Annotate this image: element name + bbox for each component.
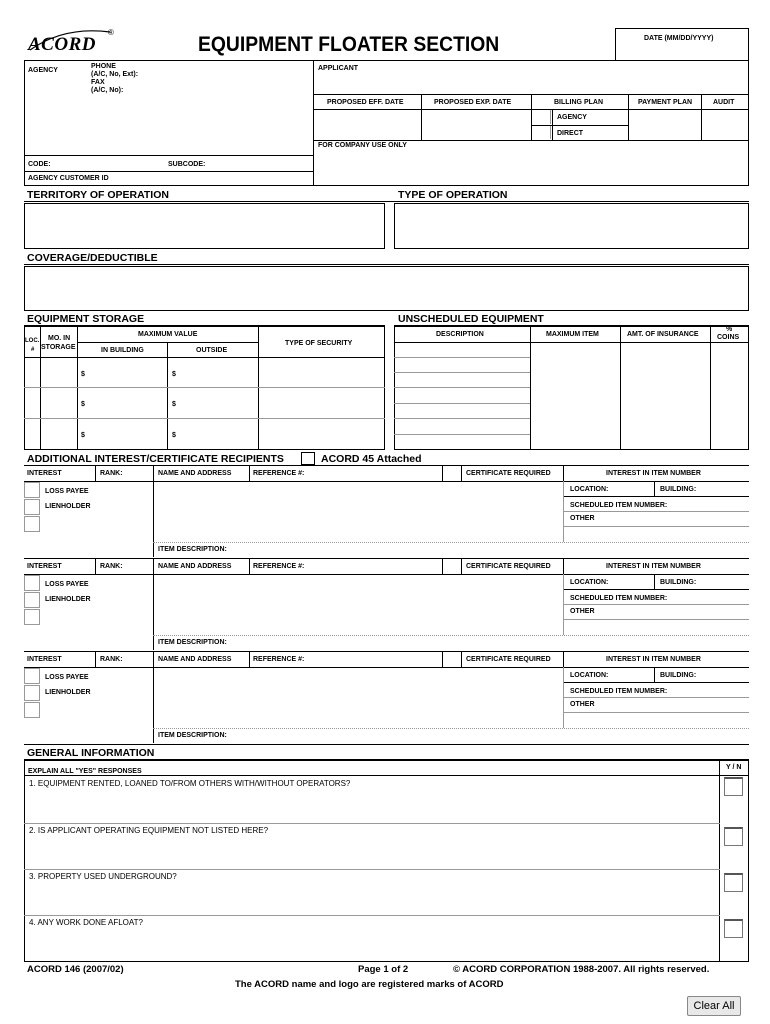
- mo-in-label: MO. IN: [48, 335, 71, 342]
- in-building-label: IN BUILDING: [101, 347, 144, 354]
- payment-plan-label: PAYMENT PLAN: [638, 99, 693, 106]
- percent-label: %: [726, 326, 733, 333]
- name-address-label: NAME AND ADDRESS: [158, 656, 232, 663]
- subcode-label: SUBCODE:: [168, 161, 206, 168]
- loss-payee-label: LOSS PAYEE: [45, 488, 89, 495]
- question-3-yn-box[interactable]: [724, 873, 743, 892]
- amount-of-insurance-label: AMT. OF INSURANCE: [627, 331, 699, 338]
- general-info-box: [24, 760, 749, 962]
- item-description-label: ITEM DESCRIPTION:: [158, 639, 227, 646]
- interest-block: [24, 652, 749, 743]
- loc-number-label: #: [31, 347, 35, 353]
- lienholder-checkbox[interactable]: [24, 592, 40, 608]
- agency-label: AGENCY: [28, 67, 58, 74]
- eff-date-label: PROPOSED EFF. DATE: [327, 99, 404, 106]
- billing-agency-label: AGENCY: [557, 114, 587, 121]
- billing-agency-checkbox[interactable]: [532, 110, 551, 124]
- audit-label: AUDIT: [713, 99, 735, 106]
- interest-label: INTEREST: [27, 656, 62, 663]
- type-of-operation-field[interactable]: [394, 203, 749, 249]
- certificate-required-label: CERTIFICATE REQUIRED: [466, 563, 551, 570]
- storage-heading: EQUIPMENT STORAGE: [27, 313, 145, 325]
- copyright: © ACORD CORPORATION 1988-2007. All rights reserved.: [453, 964, 710, 975]
- company-use-label: FOR COMPANY USE ONLY: [318, 142, 407, 149]
- acord45-label: ACORD 45 Attached: [321, 453, 422, 465]
- agency-customer-id-label: AGENCY CUSTOMER ID: [28, 175, 109, 182]
- lienholder-checkbox[interactable]: [24, 685, 40, 701]
- clear-all-button[interactable]: Clear All: [687, 996, 741, 1016]
- type-of-security-label: TYPE OF SECURITY: [285, 340, 353, 347]
- other-label: OTHER: [570, 608, 595, 615]
- name-address-label: NAME AND ADDRESS: [158, 563, 232, 570]
- acord-logo: [24, 26, 116, 56]
- location-label: LOCATION:: [570, 672, 609, 679]
- unscheduled-table: [394, 326, 749, 450]
- rank-label: RANK:: [100, 470, 123, 477]
- general-info-heading: GENERAL INFORMATION: [27, 747, 155, 759]
- type-of-operation-heading: TYPE OF OPERATION: [398, 189, 508, 201]
- scheduled-item-label: SCHEDULED ITEM NUMBER:: [570, 502, 668, 509]
- item-description-label: ITEM DESCRIPTION:: [158, 546, 227, 553]
- date-label: DATE (MM/DD/YYYY): [644, 35, 714, 42]
- max-value-label: MAXIMUM VALUE: [138, 331, 198, 338]
- loc-label: LOC.: [25, 338, 40, 344]
- lienholder-checkbox[interactable]: [24, 499, 40, 515]
- lienholder-label: LIENHOLDER: [45, 596, 91, 603]
- yes-no-label: Y / N: [726, 764, 742, 771]
- form-id: ACORD 146 (2007/02): [27, 964, 124, 975]
- territory-field[interactable]: [24, 203, 385, 249]
- other-interest-checkbox[interactable]: [24, 609, 40, 625]
- loss-payee-checkbox[interactable]: [24, 482, 40, 498]
- interest-in-item-label: INTEREST IN ITEM NUMBER: [606, 656, 701, 663]
- acord45-checkbox[interactable]: [301, 452, 315, 465]
- coverage-heading: COVERAGE/DEDUCTIBLE: [27, 252, 158, 264]
- question-2: 2. IS APPLICANT OPERATING EQUIPMENT NOT LISTED HERE?: [29, 826, 269, 835]
- dollar-sign: $: [81, 401, 85, 408]
- dollar-sign: $: [172, 371, 176, 378]
- phone-label: PHONE: [91, 63, 116, 70]
- certificate-required-label: CERTIFICATE REQUIRED: [466, 470, 551, 477]
- interest-in-item-label: INTEREST IN ITEM NUMBER: [606, 563, 701, 570]
- lienholder-label: LIENHOLDER: [45, 689, 91, 696]
- description-label: DESCRIPTION: [436, 331, 484, 338]
- interest-block: [24, 466, 749, 557]
- other-label: OTHER: [570, 515, 595, 522]
- question-1-yn-box[interactable]: [724, 777, 743, 796]
- other-label: OTHER: [570, 701, 595, 708]
- page-number: Page 1 of 2: [358, 964, 409, 975]
- logo-registered-mark: ®: [108, 28, 114, 37]
- item-description-label: ITEM DESCRIPTION:: [158, 732, 227, 739]
- applicant-label: APPLICANT: [318, 65, 359, 72]
- question-4-yn-box[interactable]: [724, 919, 743, 938]
- logo-text: ACORD: [28, 34, 96, 55]
- explain-yes-label: EXPLAIN ALL "YES" RESPONSES: [28, 768, 142, 775]
- scheduled-item-label: SCHEDULED ITEM NUMBER:: [570, 688, 668, 695]
- reference-label: REFERENCE #:: [253, 563, 305, 570]
- question-1: 1. EQUIPMENT RENTED, LOANED TO/FROM OTHERS WITH/WITHOUT OPERATORS?: [29, 779, 351, 788]
- territory-heading: TERRITORY OF OPERATION: [27, 189, 169, 201]
- question-3: 3. PROPERTY USED UNDERGROUND?: [29, 872, 177, 881]
- date-box[interactable]: [615, 28, 749, 61]
- billing-plan-label: BILLING PLAN: [554, 99, 603, 106]
- fax-label: FAX: [91, 79, 105, 86]
- additional-interest-heading: ADDITIONAL INTEREST/CERTIFICATE RECIPIENTS: [27, 453, 284, 465]
- loss-payee-label: LOSS PAYEE: [45, 674, 89, 681]
- question-4: 4. ANY WORK DONE AFLOAT?: [29, 918, 143, 927]
- lienholder-label: LIENHOLDER: [45, 503, 91, 510]
- name-address-label: NAME AND ADDRESS: [158, 470, 232, 477]
- rank-label: RANK:: [100, 656, 123, 663]
- dollar-sign: $: [81, 432, 85, 439]
- reference-label: REFERENCE #:: [253, 656, 305, 663]
- page-title: EQUIPMENT FLOATER SECTION: [198, 33, 500, 56]
- loss-payee-checkbox[interactable]: [24, 668, 40, 684]
- phone-sub-label: (A/C, No, Ext):: [91, 71, 139, 78]
- building-label: BUILDING:: [660, 672, 697, 679]
- trademark-notice: The ACORD name and logo are registered marks of ACORD: [235, 979, 504, 990]
- building-label: BUILDING:: [660, 579, 697, 586]
- loss-payee-label: LOSS PAYEE: [45, 581, 89, 588]
- billing-direct-checkbox[interactable]: [532, 126, 551, 139]
- unscheduled-heading: UNSCHEDULED EQUIPMENT: [398, 313, 544, 325]
- reference-label: REFERENCE #:: [253, 470, 305, 477]
- location-label: LOCATION:: [570, 486, 609, 493]
- interest-in-item-label: INTEREST IN ITEM NUMBER: [606, 470, 701, 477]
- storage-col-label: STORAGE: [41, 344, 76, 351]
- location-label: LOCATION:: [570, 579, 609, 586]
- question-2-yn-box[interactable]: [724, 827, 743, 846]
- billing-direct-label: DIRECT: [557, 130, 584, 137]
- loss-payee-checkbox[interactable]: [24, 575, 40, 591]
- certificate-required-label: CERTIFICATE REQUIRED: [466, 656, 551, 663]
- other-interest-checkbox[interactable]: [24, 516, 40, 532]
- coverage-field[interactable]: [24, 266, 749, 311]
- exp-date-label: PROPOSED EXP. DATE: [434, 99, 512, 106]
- interest-block: [24, 559, 749, 650]
- code-label: CODE:: [28, 161, 51, 168]
- building-label: BUILDING:: [660, 486, 697, 493]
- outside-label: OUTSIDE: [196, 347, 228, 354]
- interest-label: INTEREST: [27, 563, 62, 570]
- other-interest-checkbox[interactable]: [24, 702, 40, 718]
- interest-label: INTEREST: [27, 470, 62, 477]
- coins-label: COINS: [717, 334, 740, 341]
- fax-sub-label: (A/C, No):: [91, 87, 124, 94]
- dollar-sign: $: [172, 401, 176, 408]
- dollar-sign: $: [172, 432, 176, 439]
- scheduled-item-label: SCHEDULED ITEM NUMBER:: [570, 595, 668, 602]
- maximum-item-label: MAXIMUM ITEM: [546, 331, 599, 338]
- rank-label: RANK:: [100, 563, 123, 570]
- dollar-sign: $: [81, 371, 85, 378]
